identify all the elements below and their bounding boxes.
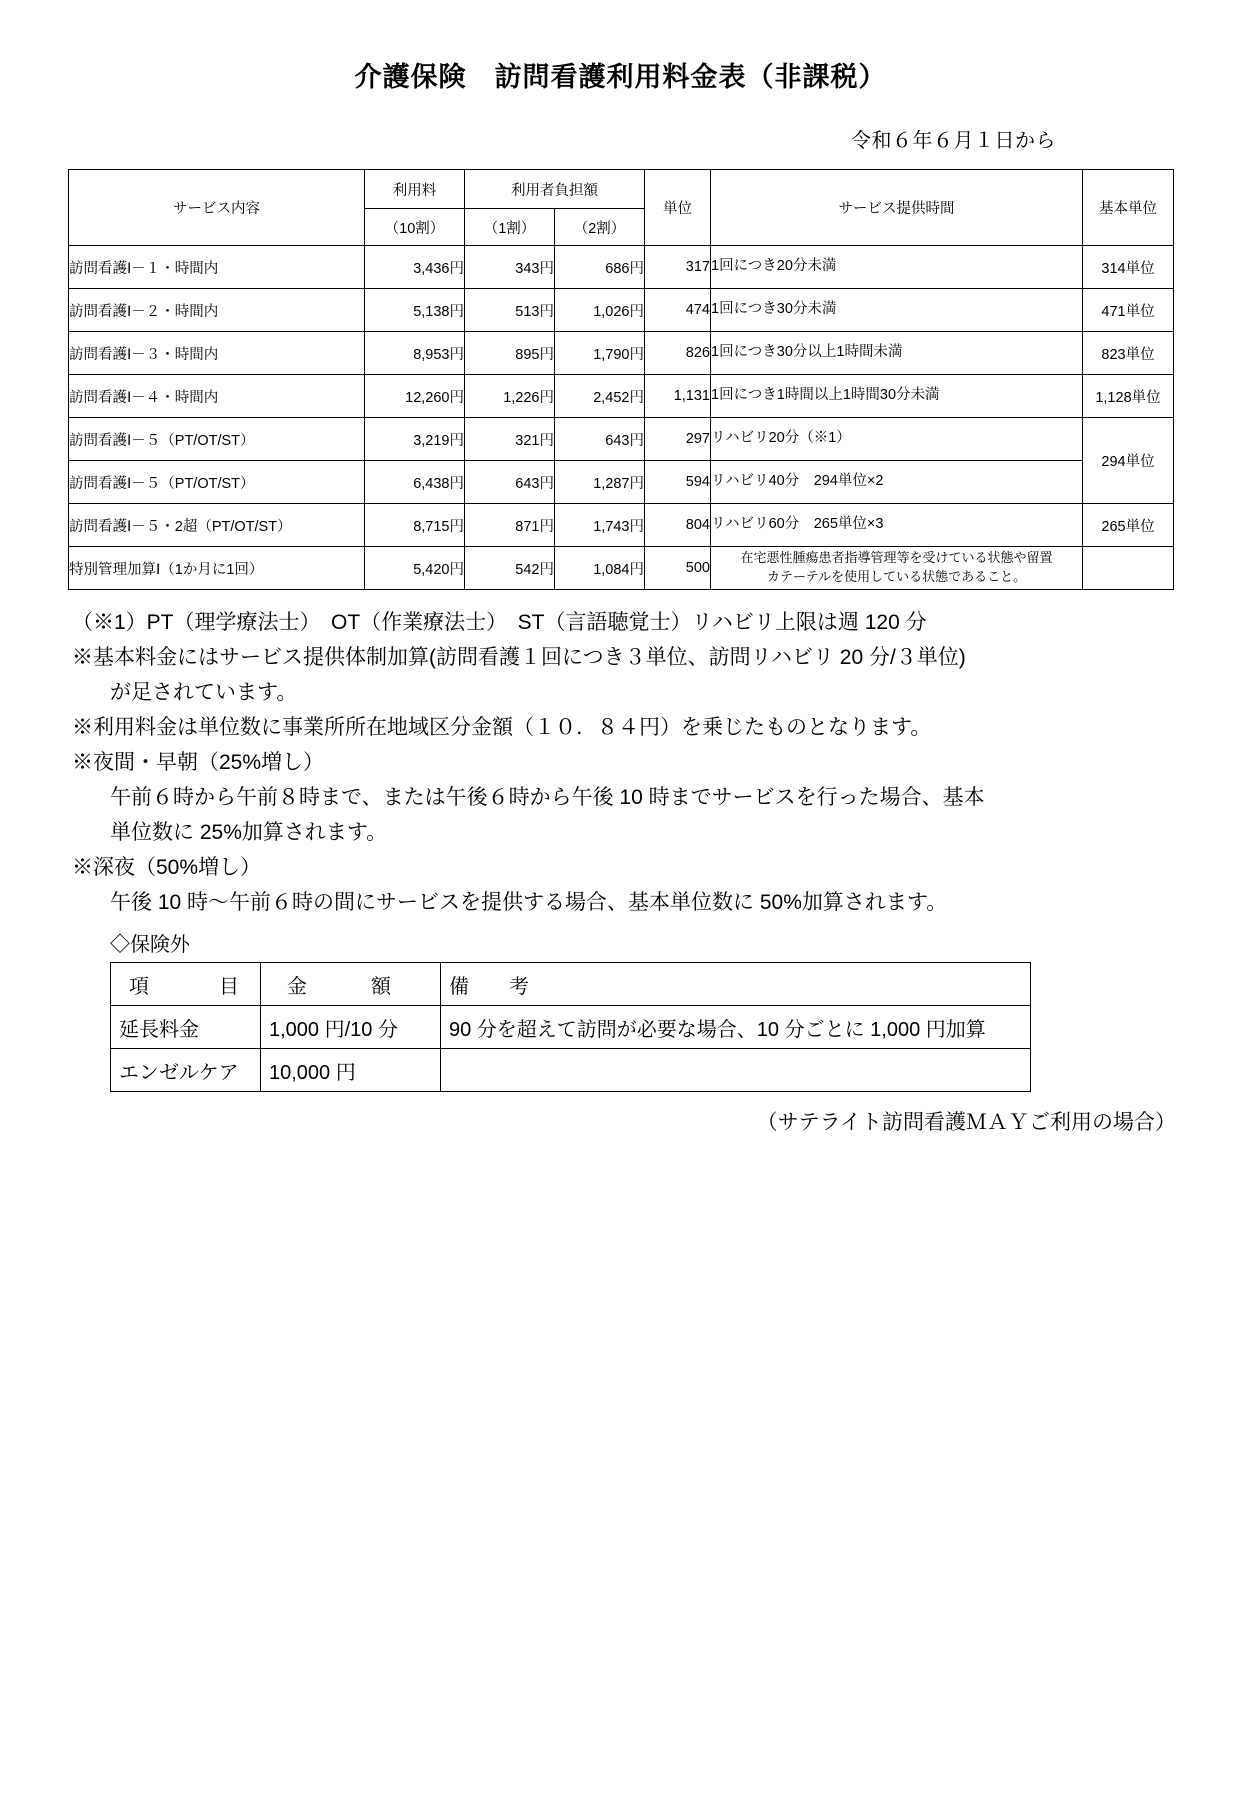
burden2-cell: 1,743円: [555, 504, 645, 547]
note-line: が足されています。: [110, 681, 298, 705]
extra-header-amount: 金 額: [261, 963, 441, 1006]
service-time-cell: 1回につき30分以上1時間未満: [711, 332, 1083, 375]
base-unit-cell: 294単位: [1083, 418, 1174, 504]
extra-remarks: [441, 1049, 1031, 1092]
service-name-cell: 訪問看護Ⅰ－５（PT/OT/ST）: [69, 418, 365, 461]
table-row: [69, 461, 1174, 504]
note-line: （※1）PT（理学療法士） OT（作業療法士） ST（言語聴覚士）リハビリ上限は週 120 分: [72, 611, 927, 634]
service-name-cell: 訪問看護Ⅰ－１・時間内: [69, 246, 365, 289]
extra-section-heading: ◇保険外: [110, 934, 190, 957]
table-row: [69, 246, 1174, 289]
header-burden: 利用者負担額: [465, 170, 645, 209]
table-row: [69, 547, 1174, 590]
service-time-cell: 在宅悪性腫瘍患者指導管理等を受けている状態や留置 カテーテルを使用している状態であること。: [711, 547, 1083, 590]
service-time-cell: リハビリ20分（※1）: [711, 418, 1083, 461]
base-unit-cell: 1,128単位: [1083, 375, 1174, 418]
fee-cell: 12,260円: [365, 375, 465, 418]
base-unit-cell: 314単位: [1083, 246, 1174, 289]
footer-note: （サテライト訪問看護ＭＡＹご利用の場合）: [756, 1111, 1176, 1135]
fee-cell: 5,138円: [365, 289, 465, 332]
non-insurance-table: [110, 962, 1031, 1092]
service-name-cell: 特別管理加算Ⅰ（1か月に1回）: [69, 547, 365, 590]
note-line: 単位数に 25%加算されます。: [110, 821, 388, 845]
header-burden-sub-2: （2割）: [555, 209, 645, 246]
header-service: サービス内容: [69, 170, 365, 246]
unit-cell: 474: [645, 289, 711, 332]
notes-block: [72, 606, 1162, 920]
table-row: [69, 375, 1174, 418]
extra-amount: 1,000 円/10 分: [261, 1006, 441, 1049]
burden1-cell: 643円: [465, 461, 555, 504]
fee-cell: 6,438円: [365, 461, 465, 504]
document-page: [0, 55, 1241, 1810]
base-unit-cell: 265単位: [1083, 504, 1174, 547]
burden2-cell: 1,026円: [555, 289, 645, 332]
header-fee-sub: （10割）: [365, 209, 465, 246]
unit-cell: 804: [645, 504, 711, 547]
burden2-cell: 1,287円: [555, 461, 645, 504]
fee-cell: 8,715円: [365, 504, 465, 547]
base-unit-cell: 471単位: [1083, 289, 1174, 332]
burden2-cell: 1,790円: [555, 332, 645, 375]
unit-cell: 594: [645, 461, 711, 504]
service-name-cell: 訪問看護Ⅰ－４・時間内: [69, 375, 365, 418]
unit-cell: 317: [645, 246, 711, 289]
burden1-cell: 1,226円: [465, 375, 555, 418]
base-unit-cell: [1083, 547, 1174, 590]
note-line: ※深夜（50%増し）: [72, 856, 262, 880]
service-time-cell: リハビリ60分 265単位×3: [711, 504, 1083, 547]
header-unit: 単位: [645, 170, 711, 246]
header-fee: 利用料: [365, 170, 465, 209]
header-service-time: サービス提供時間: [711, 170, 1083, 246]
service-time-cell: 1回につき30分未満: [711, 289, 1083, 332]
header-base-unit: 基本単位: [1083, 170, 1174, 246]
burden1-cell: 542円: [465, 547, 555, 590]
note-line: 午後 10 時～午前６時の間にサービスを提供する場合、基本単位数に 50%加算されます。: [110, 891, 948, 915]
unit-cell: 297: [645, 418, 711, 461]
service-time-cell: 1回につき1時間以上1時間30分未満: [711, 375, 1083, 418]
service-time-cell: リハビリ40分 294単位×2: [711, 461, 1083, 504]
service-name-cell: 訪問看護Ⅰ－５（PT/OT/ST）: [69, 461, 365, 504]
fee-cell: 3,219円: [365, 418, 465, 461]
burden2-cell: 2,452円: [555, 375, 645, 418]
fee-table: [68, 169, 1174, 590]
burden1-cell: 343円: [465, 246, 555, 289]
extra-item: エンゼルケア: [111, 1049, 261, 1092]
note-line: 午前６時から午前８時まで、または午後６時から午後 10 時までサービスを行った場合、基本: [110, 786, 985, 810]
table-row: [69, 504, 1174, 547]
extra-remarks: 90 分を超えて訪問が必要な場合、10 分ごとに 1,000 円加算: [441, 1006, 1031, 1049]
burden1-cell: 871円: [465, 504, 555, 547]
table-row: [69, 332, 1174, 375]
unit-cell: 1,131: [645, 375, 711, 418]
unit-cell: 826: [645, 332, 711, 375]
fee-cell: 5,420円: [365, 547, 465, 590]
fee-cell: 3,436円: [365, 246, 465, 289]
burden2-cell: 686円: [555, 246, 645, 289]
table-row: [69, 289, 1174, 332]
effective-date: 令和６年６月１日から: [851, 130, 1056, 152]
service-name-cell: 訪問看護Ⅰ－２・時間内: [69, 289, 365, 332]
extra-item: 延長料金: [111, 1006, 261, 1049]
note-line: ※基本料金にはサービス提供体制加算(訪問看護１回につき３単位、訪問リハビリ 20 分/３単位): [72, 646, 966, 670]
burden1-cell: 321円: [465, 418, 555, 461]
extra-header-item: 項 目: [111, 963, 261, 1006]
page-title: 介護保険 訪問看護利用料金表（非課税）: [354, 62, 887, 92]
burden1-cell: 895円: [465, 332, 555, 375]
burden2-cell: 1,084円: [555, 547, 645, 590]
service-name-cell: 訪問看護Ⅰ－３・時間内: [69, 332, 365, 375]
header-burden-sub-1: （1割）: [465, 209, 555, 246]
service-name-cell: 訪問看護Ⅰ－５・2超（PT/OT/ST）: [69, 504, 365, 547]
table-row: [69, 418, 1174, 461]
extra-amount: 10,000 円: [261, 1049, 441, 1092]
table-row: [111, 963, 1031, 1006]
note-line: ※夜間・早朝（25%増し）: [72, 751, 325, 775]
note-line: ※利用料金は単位数に事業所所在地域区分金額（１０．８４円）を乗じたものとなります。: [72, 716, 932, 740]
table-row: [111, 1006, 1031, 1049]
fee-cell: 8,953円: [365, 332, 465, 375]
unit-cell: 500: [645, 547, 711, 590]
burden1-cell: 513円: [465, 289, 555, 332]
base-unit-cell: 823単位: [1083, 332, 1174, 375]
service-time-cell: 1回につき20分未満: [711, 246, 1083, 289]
extra-header-remarks: 備 考: [441, 963, 1031, 1006]
burden2-cell: 643円: [555, 418, 645, 461]
table-row: [111, 1049, 1031, 1092]
